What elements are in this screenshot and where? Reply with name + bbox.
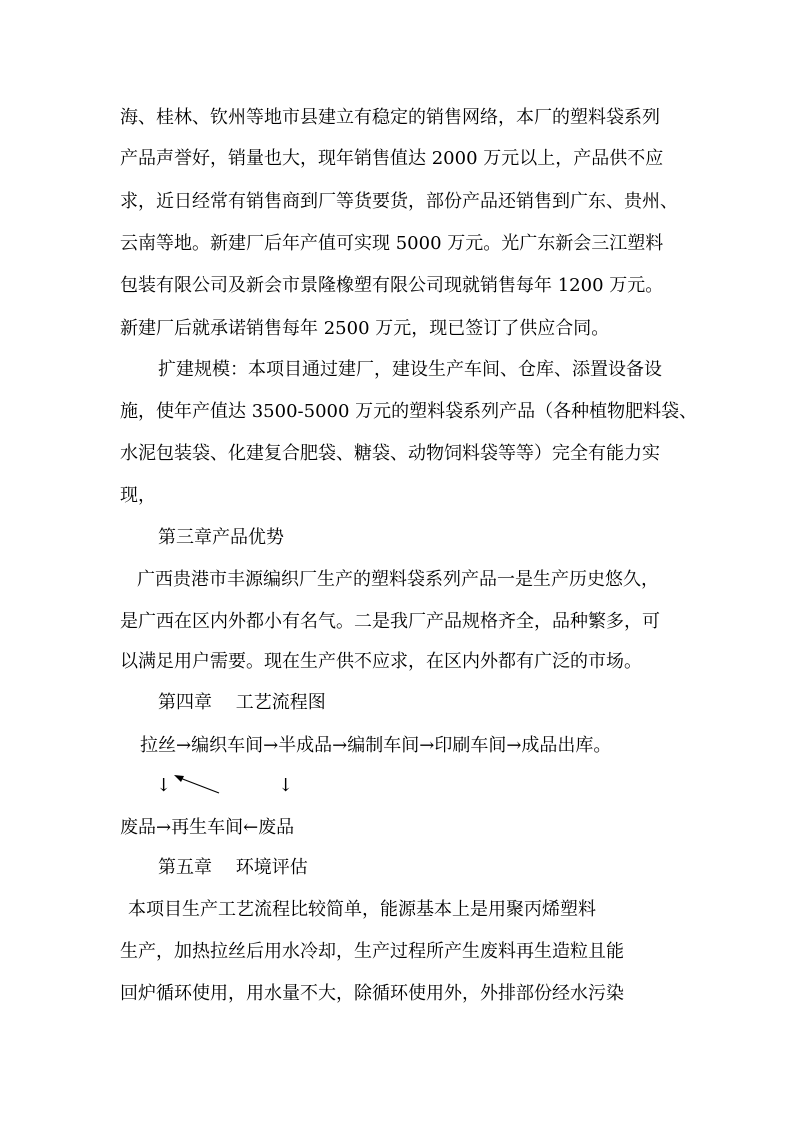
para5-line-3: 回炉循环使用，用水量不大，除循环使用外，外排部份经水污染 bbox=[120, 983, 624, 1004]
para1-line-3: 求，近日经常有销售商到厂等货要货，部份产品还销售到广东、贵州、 bbox=[120, 191, 678, 212]
para5-line-2: 生产，加热拉丝后用水冷却，生产过程所产生废料再生造粒且能 bbox=[120, 941, 624, 962]
para1-line-6: 新建厂后就承诺销售每年 2500 万元，现已签订了供应合同。 bbox=[120, 318, 610, 339]
chapter3-title: 第三章产品优势 bbox=[158, 527, 284, 548]
para5-line-1: 本项目生产工艺流程比较简单，能源基本上是用聚丙烯塑料 bbox=[128, 899, 596, 920]
para2-line-3: 水泥包装袋、化建复合肥袋、糖袋、动物饲料袋等等）完全有能力实 bbox=[120, 443, 660, 464]
chapter4-title: 第四章 工艺流程图 bbox=[158, 692, 326, 713]
para1-line-1: 海、桂林、钦州等地市县建立有稳定的销售网络，本厂的塑料袋系列 bbox=[120, 107, 660, 128]
para2-line-1: 扩建规模：本项目通过建厂，建设生产车间、仓库、添置设备设 bbox=[158, 359, 662, 380]
flow-bottom-line: 废品→再生车间←废品 bbox=[120, 817, 295, 838]
flow-down-arrow-left: ↓ bbox=[156, 775, 172, 796]
flow-main-line: 拉丝→编织车间→半成品→编制车间→印刷车间→成品出库。 bbox=[140, 735, 612, 756]
para3-line-1: 广西贵港市丰源编织厂生产的塑料袋系列产品一是生产历史悠久， bbox=[137, 569, 659, 590]
para1-line-5: 包装有限公司及新会市景隆橡塑有限公司现就销售每年 1200 万元。 bbox=[120, 275, 664, 296]
para3-line-2: 是广西在区内外都小有名气。二是我厂产品规格齐全，品种繁多，可 bbox=[120, 611, 660, 632]
para1-line-2: 产品声誉好，销量也大，现年销售值达 2000 万元以上，产品供不应 bbox=[120, 148, 664, 169]
para2-line-4: 现， bbox=[120, 485, 156, 506]
chapter5-title: 第五章 环境评估 bbox=[158, 857, 308, 878]
para1-line-4: 云南等地。新建厂后年产值可实现 5000 万元。光广东新会三江塑料 bbox=[120, 233, 664, 254]
para3-line-3: 以满足用户需要。现在生产供不应求，在区内外都有广泛的市场。 bbox=[120, 651, 642, 672]
flow-down-arrow-right: ↓ bbox=[278, 775, 294, 796]
para2-line-2: 施，使年产值达 3500-5000 万元的塑料袋系列产品（各种植物肥料袋、 bbox=[120, 401, 698, 422]
